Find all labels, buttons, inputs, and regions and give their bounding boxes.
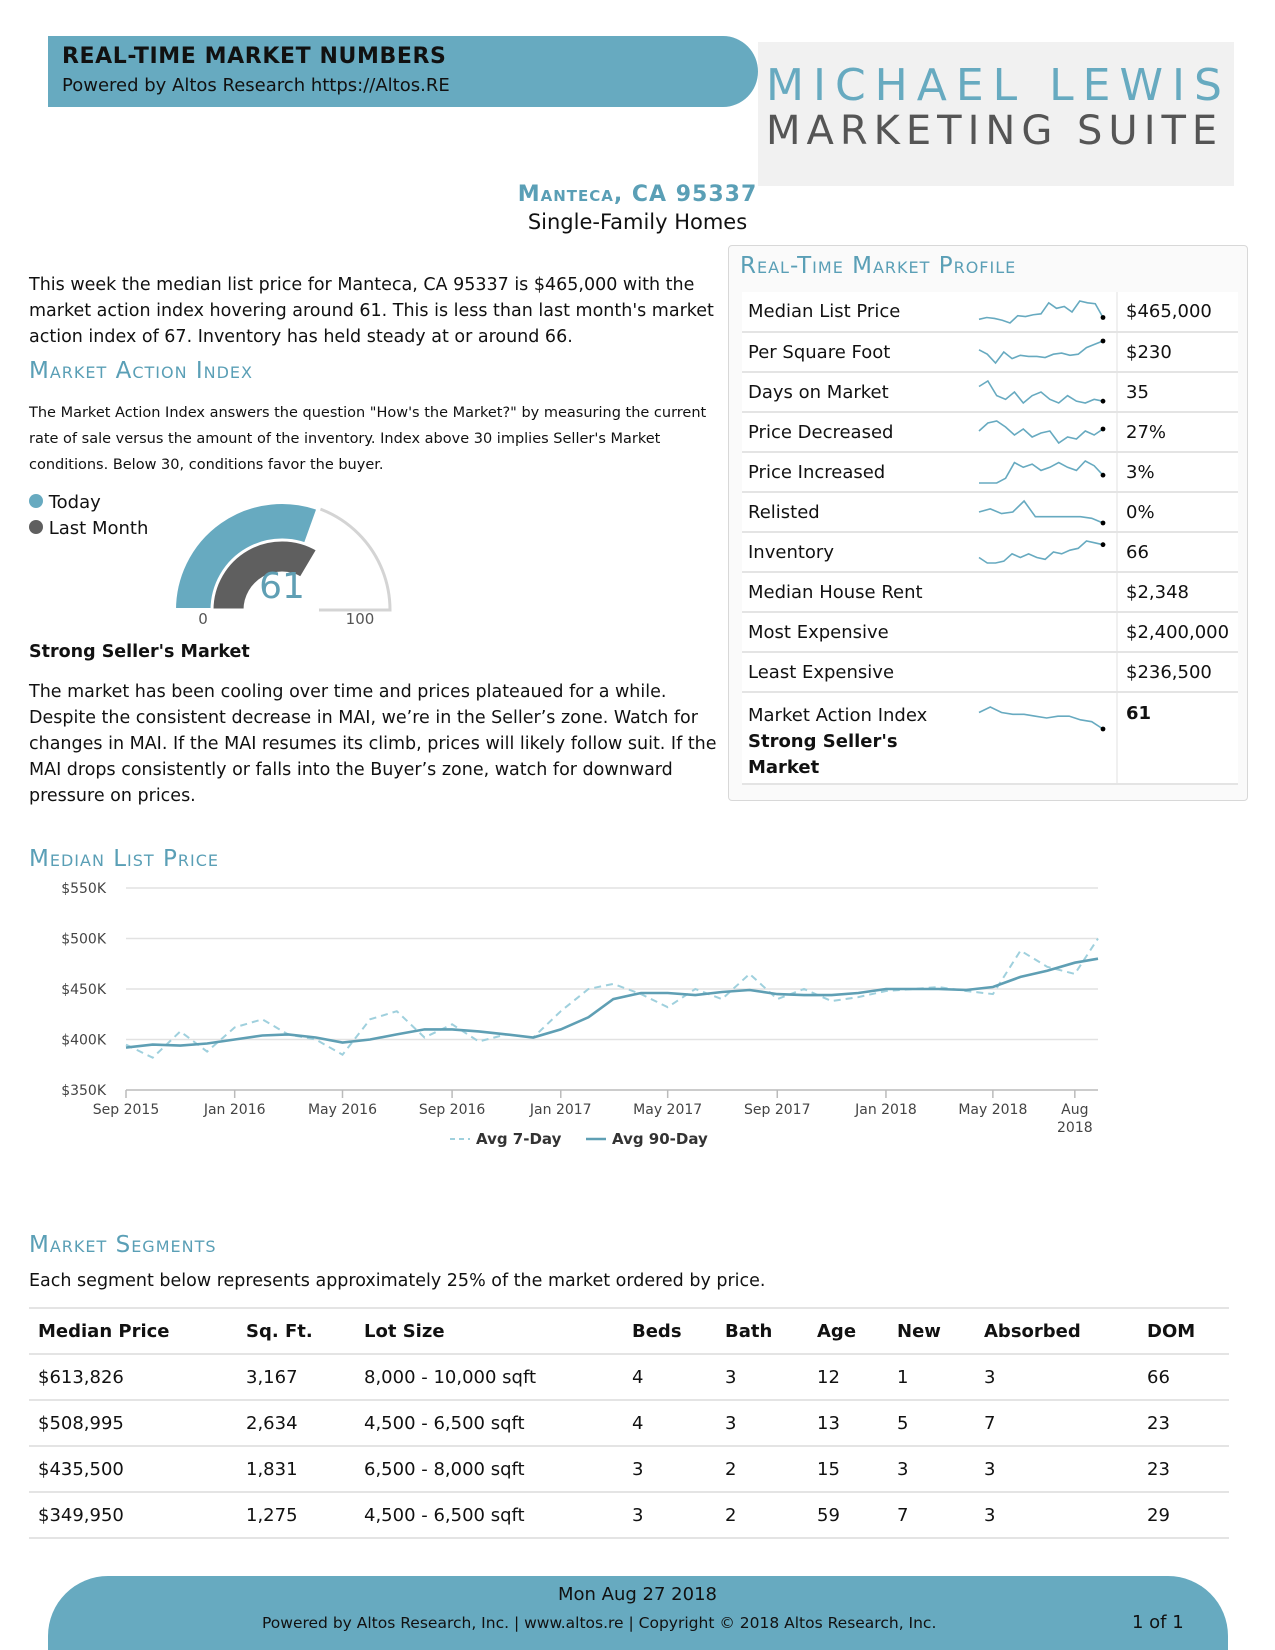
mai-status: Strong Seller's Market: [29, 642, 250, 662]
segments-cell: 3: [623, 1446, 716, 1492]
chart-x-tick-label: Aug 2018: [1057, 1102, 1093, 1136]
profile-row: [742, 372, 1238, 412]
gauge-max-label: 100: [345, 610, 375, 628]
segments-cell: 1: [888, 1354, 975, 1400]
median-list-price-heading: Median List Price: [29, 846, 219, 872]
profile-row: [742, 412, 1238, 452]
sparkline-endpoint: [1101, 315, 1106, 320]
profile-row: [742, 292, 1238, 332]
profile-label: Per Square Foot: [742, 332, 977, 372]
mai-gauge: [170, 488, 410, 638]
market-profile-table: [742, 292, 1238, 785]
profile-sparkline: [977, 337, 1107, 367]
profile-sparkline: [977, 497, 1107, 527]
logo-line1: MICHAEL LEWIS: [766, 60, 1231, 111]
chart-x-tick-label: Jan 2018: [855, 1102, 917, 1118]
sparkline-endpoint: [1101, 473, 1106, 478]
chart-y-tick-label: $350K: [61, 1083, 106, 1099]
mai-heading: Market Action Index: [29, 358, 254, 384]
sparkline-path: [979, 341, 1103, 363]
segments-cell: 15: [808, 1446, 888, 1492]
segments-description: Each segment below represents approximately 25% of the market ordered by price.: [29, 1271, 766, 1291]
profile-label: Most Expensive: [742, 612, 977, 652]
profile-sparkline: [977, 417, 1107, 447]
profile-value: 66: [1117, 532, 1238, 572]
chart-x-tick-label: Sep 2016: [418, 1102, 486, 1118]
profile-row: [742, 452, 1238, 492]
page-number: 1 of 1: [1132, 1612, 1184, 1633]
sparkline-endpoint: [1101, 727, 1106, 732]
report-title: REAL-TIME MARKET NUMBERS: [62, 44, 447, 69]
segments-row: [29, 1400, 1229, 1446]
segments-column-header: Beds: [623, 1308, 716, 1354]
profile-row-mai: [742, 692, 1238, 784]
profile-value: 0%: [1117, 492, 1238, 532]
legend-7-day-label: Avg 7-Day: [476, 1130, 562, 1148]
profile-mai-value: 61: [1117, 692, 1238, 784]
profile-sparkline: [977, 577, 1107, 607]
chart-y-tick-label: $450K: [61, 982, 106, 998]
series-avg-90-day-line: [126, 959, 1098, 1048]
segments-cell: 4,500 - 6,500 sqft: [355, 1492, 623, 1538]
sparkline-path: [979, 501, 1103, 523]
segments-cell: 2: [716, 1446, 808, 1492]
segments-row: [29, 1354, 1229, 1400]
profile-value: $465,000: [1117, 292, 1238, 332]
profile-sparkline-cell: [977, 692, 1117, 784]
profile-sparkline-cell: [977, 492, 1117, 532]
segments-cell: 2: [716, 1492, 808, 1538]
profile-sparkline-cell: [977, 332, 1117, 372]
profile-label: Median List Price: [742, 292, 977, 332]
segments-column-header: Age: [808, 1308, 888, 1354]
segments-cell: $435,500: [29, 1446, 237, 1492]
profile-row: [742, 492, 1238, 532]
profile-sparkline-cell: [977, 412, 1117, 452]
sparkline-path: [979, 707, 1103, 729]
profile-mai-status: Strong Seller's Market: [748, 731, 898, 778]
legend-90-day-label: Avg 90-Day: [612, 1130, 708, 1148]
segments-cell: 3,167: [237, 1354, 355, 1400]
segments-cell: 3: [623, 1492, 716, 1538]
profile-label: Price Decreased: [742, 412, 977, 452]
segments-cell: 59: [808, 1492, 888, 1538]
footer-date: Mon Aug 27 2018: [558, 1584, 717, 1605]
gauge-value: 61: [259, 566, 305, 607]
chart-x-tick-label: May 2016: [307, 1102, 378, 1118]
profile-heading: Real-Time Market Profile: [740, 253, 1017, 279]
sparkline-path: [979, 301, 1103, 323]
segments-column-header: New: [888, 1308, 975, 1354]
legend-today-label: Today: [48, 492, 101, 513]
sparkline-endpoint: [1101, 427, 1106, 432]
profile-sparkline: [977, 457, 1107, 487]
profile-label: Inventory: [742, 532, 977, 572]
profile-row: [742, 612, 1238, 652]
profile-label: Least Expensive: [742, 652, 977, 692]
chart-x-tick-label: Sep 2015: [92, 1102, 160, 1118]
segments-heading: Market Segments: [29, 1232, 217, 1258]
property-type: Single-Family Homes: [527, 210, 748, 234]
segments-cell: 23: [1138, 1446, 1229, 1492]
segments-column-header: Lot Size: [355, 1308, 623, 1354]
legend-today: [29, 492, 101, 513]
profile-sparkline: [977, 703, 1107, 733]
profile-row: [742, 652, 1238, 692]
gauge-min-label: 0: [198, 610, 208, 628]
segments-cell: 4: [623, 1400, 716, 1446]
legend-last-month: [29, 518, 148, 539]
location-city: Manteca, CA 95337: [517, 182, 758, 207]
segments-cell: 66: [1138, 1354, 1229, 1400]
segments-cell: $508,995: [29, 1400, 237, 1446]
profile-sparkline-cell: [977, 532, 1117, 572]
report-subtitle: Powered by Altos Research https://Altos.RE: [62, 75, 450, 96]
segments-cell: 23: [1138, 1400, 1229, 1446]
profile-label: Price Increased: [742, 452, 977, 492]
profile-label: Median House Rent: [742, 572, 977, 612]
sparkline-path: [979, 381, 1103, 403]
segments-cell: 3: [975, 1492, 1138, 1538]
chart-x-tick-label: Jan 2016: [203, 1102, 266, 1118]
segments-column-header: Absorbed: [975, 1308, 1138, 1354]
chart-y-tick-label: $500K: [61, 931, 106, 948]
profile-label: Relisted: [742, 492, 977, 532]
segments-column-header: DOM: [1138, 1308, 1229, 1354]
segments-cell: 1,275: [237, 1492, 355, 1538]
mai-description: The Market Action Index answers the question "How's the Market?" by measuring the current rate of sale versus the amount of the inventory. Index above 30 implies Seller's Market conditions. Below 30, conditions favor the buyer.: [29, 405, 707, 473]
segments-cell: 12: [808, 1354, 888, 1400]
segments-cell: 3: [716, 1354, 808, 1400]
profile-value: $2,348: [1117, 572, 1238, 612]
profile-label: Days on Market: [742, 372, 977, 412]
today-dot-icon: [29, 494, 43, 508]
profile-mai-label-cell: [742, 692, 977, 784]
segments-cell: 13: [808, 1400, 888, 1446]
chart-y-tick-label: $400K: [61, 1032, 106, 1049]
sparkline-path: [979, 461, 1103, 483]
chart-x-tick-label: Jan 2017: [529, 1102, 592, 1118]
chart-y-tick-label: $550K: [61, 881, 106, 897]
profile-value: $2,400,000: [1117, 612, 1238, 652]
chart-x-tick-label: May 2018: [958, 1102, 1028, 1118]
segments-cell: 2,634: [237, 1400, 355, 1446]
segments-cell: 3: [716, 1400, 808, 1446]
segments-column-header: Bath: [716, 1308, 808, 1354]
profile-sparkline: [977, 537, 1107, 567]
segments-cell: 3: [975, 1446, 1138, 1492]
profile-sparkline-cell: [977, 372, 1117, 412]
segments-cell: 7: [888, 1492, 975, 1538]
segments-cell: 7: [975, 1400, 1138, 1446]
profile-mai-label: Market Action Index: [748, 705, 928, 726]
segments-column-header: Sq. Ft.: [237, 1308, 355, 1354]
logo-line2: MARKETING SUITE: [766, 108, 1224, 154]
profile-sparkline-cell: [977, 652, 1117, 692]
profile-value: $230: [1117, 332, 1238, 372]
segments-cell: 3: [975, 1354, 1138, 1400]
profile-value: 3%: [1117, 452, 1238, 492]
profile-value: 27%: [1117, 412, 1238, 452]
profile-sparkline: [977, 657, 1107, 687]
profile-sparkline-cell: [977, 292, 1117, 332]
profile-sparkline: [977, 377, 1107, 407]
profile-row: [742, 572, 1238, 612]
segments-cell: $613,826: [29, 1354, 237, 1400]
segments-cell: 6,500 - 8,000 sqft: [355, 1446, 623, 1492]
legend-last-month-label: Last Month: [48, 518, 149, 539]
sparkline-endpoint: [1101, 399, 1106, 404]
intro-paragraph: This week the median list price for Manteca, CA 95337 is $465,000 with the market action index hovering around 61. This is less than last month's market action index of 67. Inventory has held steady at or around 66.: [29, 275, 714, 347]
profile-sparkline-cell: [977, 452, 1117, 492]
chart-x-tick-label: Sep 2017: [744, 1102, 811, 1118]
segments-row: [29, 1492, 1229, 1538]
segments-row: [29, 1446, 1229, 1492]
profile-row: [742, 532, 1238, 572]
segments-cell: $349,950: [29, 1492, 237, 1538]
profile-row: [742, 332, 1238, 372]
profile-sparkline-cell: [977, 612, 1117, 652]
sparkline-path: [979, 421, 1103, 443]
segments-cell: 5: [888, 1400, 975, 1446]
sparkline-endpoint: [1101, 542, 1106, 547]
segments-cell: 1,831: [237, 1446, 355, 1492]
sparkline-endpoint: [1101, 521, 1106, 526]
sparkline-path: [979, 541, 1103, 563]
segments-cell: 8,000 - 10,000 sqft: [355, 1354, 623, 1400]
profile-sparkline: [977, 617, 1107, 647]
segments-cell: 4: [623, 1354, 716, 1400]
last-month-dot-icon: [29, 520, 43, 534]
segments-cell: 4,500 - 6,500 sqft: [355, 1400, 623, 1446]
segments-table: [29, 1307, 1229, 1539]
chart-x-tick-label: May 2017: [633, 1102, 703, 1118]
segments-cell: 3: [888, 1446, 975, 1492]
mai-commentary: The market has been cooling over time and prices plateaued for a while. Despite the consistent decrease in MAI, we’re in the Seller’s zone. Watch for changes in MAI. If the MAI resumes its climb, prices will likely follow suit. If the MAI drops consistently or falls into the Buyer’s zone, watch for downward pressure on prices.: [29, 682, 717, 806]
footer-copyright: Powered by Altos Research, Inc. | www.altos.re | Copyright © 2018 Altos Research, Inc.: [262, 1614, 937, 1632]
sparkline-endpoint: [1101, 339, 1106, 344]
segments-cell: 29: [1138, 1492, 1229, 1538]
profile-sparkline-cell: [977, 572, 1117, 612]
profile-value: $236,500: [1117, 652, 1238, 692]
profile-sparkline: [977, 297, 1107, 327]
segments-column-header: Median Price: [29, 1308, 237, 1354]
median-list-price-chart: [40, 880, 1170, 1200]
profile-value: 35: [1117, 372, 1238, 412]
